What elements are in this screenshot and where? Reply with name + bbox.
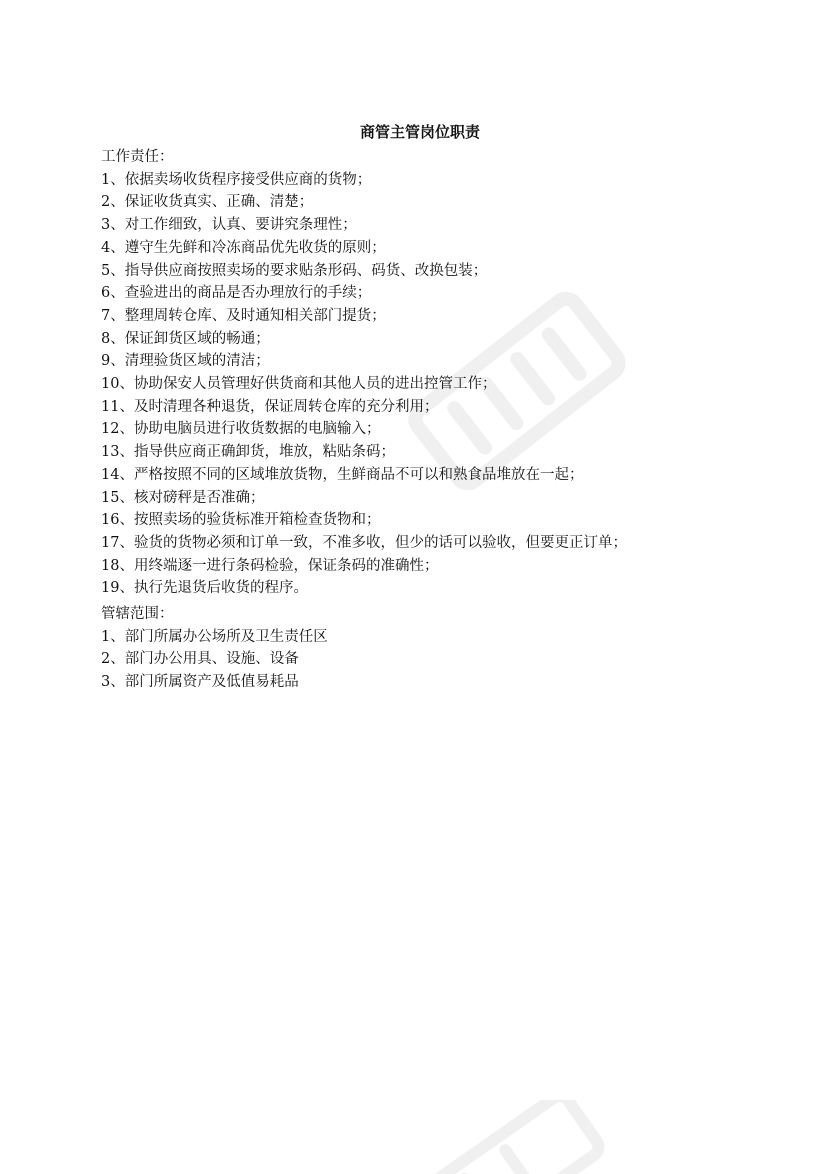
scope-item: 2、部门办公用具、设施、设备 xyxy=(101,651,299,668)
duty-item: 15、核对磅秤是否准确； xyxy=(101,489,265,506)
duty-item: 7、整理周转仓库、及时通知相关部门提货； xyxy=(101,307,386,324)
duty-item: 4、遵守生先鲜和冷冻商品优先收货的原则； xyxy=(101,239,386,256)
duty-item: 12、协助电脑员进行收货数据的电脑输入； xyxy=(101,421,381,438)
duty-item: 10、协助保安人员管理好供货商和其他人员的进出控管工作； xyxy=(101,376,497,393)
duty-item: 6、查验进出的商品是否办理放行的手续； xyxy=(101,285,372,302)
scope-heading: 管辖范围： xyxy=(101,606,174,622)
duty-item: 5、指导供应商按照卖场的要求贴条形码、码货、改换包装； xyxy=(101,262,488,279)
duties-section xyxy=(101,146,801,600)
duty-item: 13、指导供应商正确卸货，堆放，粘贴条码； xyxy=(101,444,395,461)
duty-item: 8、保证卸货区域的畅通； xyxy=(101,330,270,347)
duties-heading: 工作责任： xyxy=(101,149,174,165)
duty-item: 2、保证收货真实、正确、清楚； xyxy=(101,194,314,211)
duty-item: 9、清理验货区域的清洁； xyxy=(101,353,270,370)
duty-item: 17、验货的货物必须和订单一致，不准多收，但少的话可以验收，但要更正订单； xyxy=(101,534,627,551)
duty-item: 16、按照卖场的验货标准开箱检查货物和； xyxy=(101,512,381,529)
scope-item: 1、部门所属办公场所及卫生责任区 xyxy=(101,628,328,645)
duty-item: 11、及时清理各种退货，保证周转仓库的充分利用； xyxy=(101,398,439,415)
scope-item: 3、部门所属资产及低值易耗品 xyxy=(101,674,299,691)
watermark-icon xyxy=(370,1100,630,1174)
duty-item: 19、执行先退货后收货的程序。 xyxy=(101,580,308,597)
duty-item: 18、用终端逐一进行条码检验，保证条码的准确性； xyxy=(101,557,439,574)
duty-item: 1、依据卖场收货程序接受供应商的货物； xyxy=(101,171,372,188)
scope-section xyxy=(101,603,801,694)
page-title: 商管主管岗位职责 xyxy=(359,123,480,141)
duty-item: 3、对工作细致，认真、要讲究条理性； xyxy=(101,217,357,234)
duty-item: 14、严格按照不同的区域堆放货物，生鲜商品不可以和熟食品堆放在一起； xyxy=(101,466,584,483)
